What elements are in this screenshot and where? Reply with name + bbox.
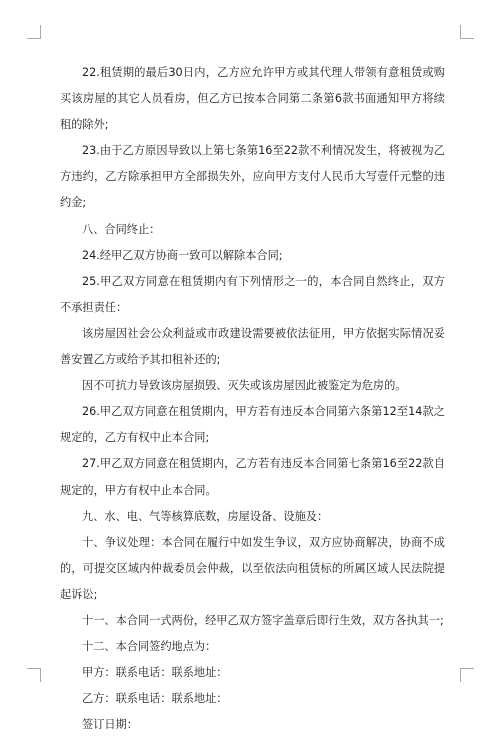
clause-23: 23.由于乙方原因导致以上第七条第16至22款不利情况发生，将被视为乙方违约，乙方除承担甲方全部损失外，应向甲方支付人民币大写壹仟元整的违约金; [60,144,445,210]
crop-mark-top-right [460,25,474,39]
document-body [60,60,445,738]
party-a-contact-line: 甲方：联系电话：联系地址： [82,666,228,680]
party-b-contact-line: 乙方：联系电话：联系地址： [82,692,228,706]
clause-27: 27.甲乙双方同意在租赁期内，乙方若有违反本合同第七条第16至22款自规定的，甲方有权中止本合同。 [60,457,445,497]
section-heading-termination: 八、合同终止： [82,222,161,236]
section-dispute: 十、争议处理：本合同在履行中如发生争议，双方应协商解决，协商不成的，可提交区域内仲裁委员会仲裁，以至依法向租赁标的所属区域人民法院提起诉讼; [60,535,445,601]
clause-24: 24.经甲乙双方协商一致可以解除本合同; [82,248,283,262]
signing-date-line: 签订日期： [82,718,138,732]
clause-25-item-2: 因不可抗力导致该房屋损毁、灭失或该房屋因此被鉴定为危房的。 [82,379,407,393]
crop-mark-bottom-left [27,668,41,682]
section-heading-utilities: 九、水、电、气等核算底数，房屋设备、设施及： [82,509,329,523]
section-copies: 十一、本合同一式两份，经甲乙双方签字盖章后即行生效，双方各执其一; [82,613,444,627]
clause-25-item-1: 该房屋因社会公众利益或市政建设需要被依法征用，甲方依据实际情况妥善安置乙方或给予其扣租补还的; [60,326,445,367]
clause-25: 25.甲乙双方同意在租赁期内有下列情形之一的，本合同自然终止，双方不承担责任： [60,274,445,314]
crop-mark-bottom-right [460,668,474,682]
section-signing-place: 十二、本合同签约地点为： [82,640,217,654]
clause-22: 22.租赁期的最后30日内，乙方应允许甲方或其代理人带领有意租赁或购买该房屋的其它人员看房，但乙方已按本合同第二条第6款书面通知甲方将续租的除外; [60,66,445,132]
clause-26: 26.甲乙双方同意在租赁期内，甲方若有违反本合同第六条第12至14款之规定的，乙方有权中止本合同; [60,405,445,445]
crop-mark-top-left [27,25,41,39]
